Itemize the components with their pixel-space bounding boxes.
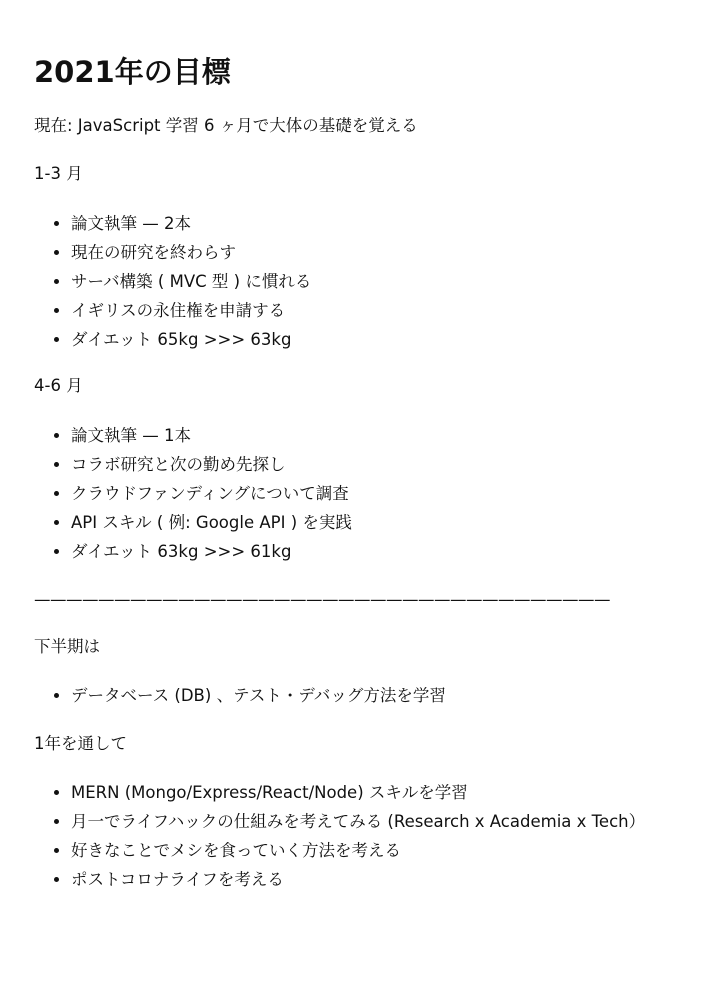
list-item <box>34 421 352 450</box>
list-item-text: サーバ構築 ( MVC 型 ) に慣れる <box>71 272 312 291</box>
bullet-icon <box>54 308 59 313</box>
year-goals-list <box>34 778 645 894</box>
list-item <box>34 479 352 508</box>
list-item-text: ダイエット 63kg >>> 61kg <box>71 542 292 561</box>
divider-line: ———————————————————————————————————— <box>34 590 610 609</box>
list-item <box>34 325 311 354</box>
bullet-icon <box>54 221 59 226</box>
q1-heading: 1-3 月 <box>34 164 83 183</box>
bullet-icon <box>54 433 59 438</box>
h2-heading: 下半期は <box>34 637 100 656</box>
list-item-text: 月一でライフハックの仕組みを考えてみる (Research x Academia x Tech） <box>71 812 646 831</box>
bullet-icon <box>54 693 59 698</box>
list-item <box>34 209 311 238</box>
list-item-text: クラウドファンディングについて調査 <box>71 484 349 503</box>
list-item <box>34 238 311 267</box>
list-item-text: ポストコロナライフを考える <box>71 870 284 889</box>
current-status-text: 現在: JavaScript 学習 6 ヶ月で大体の基礎を覚える <box>34 116 418 135</box>
bullet-icon <box>54 337 59 342</box>
q1-goals-list <box>34 209 311 354</box>
list-item-text: 好きなことでメシを食っていく方法を考える <box>71 841 401 860</box>
list-item <box>34 450 352 479</box>
bullet-icon <box>54 462 59 467</box>
bullet-icon <box>54 790 59 795</box>
bullet-icon <box>54 279 59 284</box>
list-item <box>34 537 352 566</box>
list-item-text: MERN (Mongo/Express/React/Node) スキルを学習 <box>71 783 468 802</box>
bullet-icon <box>54 491 59 496</box>
page-title: 2021年の目標 <box>34 55 231 89</box>
bullet-icon <box>54 848 59 853</box>
list-item <box>34 267 311 296</box>
list-item <box>34 778 645 807</box>
bullet-icon <box>54 520 59 525</box>
bullet-icon <box>54 877 59 882</box>
list-item <box>34 296 311 325</box>
list-item-text: コラボ研究と次の勤め先探し <box>71 455 286 474</box>
q2-heading: 4-6 月 <box>34 376 83 395</box>
list-item <box>34 807 645 836</box>
q2-goals-list <box>34 421 352 566</box>
list-item-text: 現在の研究を終わらす <box>71 243 236 262</box>
list-item <box>34 681 446 710</box>
bullet-icon <box>54 250 59 255</box>
bullet-icon <box>54 549 59 554</box>
list-item-text: API スキル ( 例: Google API ) を実践 <box>71 513 352 532</box>
year-heading: 1年を通して <box>34 734 127 753</box>
list-item-text: データベース (DB) 、テスト・デバッグ方法を学習 <box>71 686 446 705</box>
list-item <box>34 865 645 894</box>
list-item-text: ダイエット 65kg >>> 63kg <box>71 330 292 349</box>
list-item <box>34 836 645 865</box>
bullet-icon <box>54 819 59 824</box>
list-item-text: イギリスの永住権を申請する <box>71 301 286 320</box>
h2-goals-list <box>34 681 446 710</box>
list-item-text: 論文執筆 — 2本 <box>71 214 191 233</box>
list-item-text: 論文執筆 — 1本 <box>71 426 191 445</box>
list-item <box>34 508 352 537</box>
